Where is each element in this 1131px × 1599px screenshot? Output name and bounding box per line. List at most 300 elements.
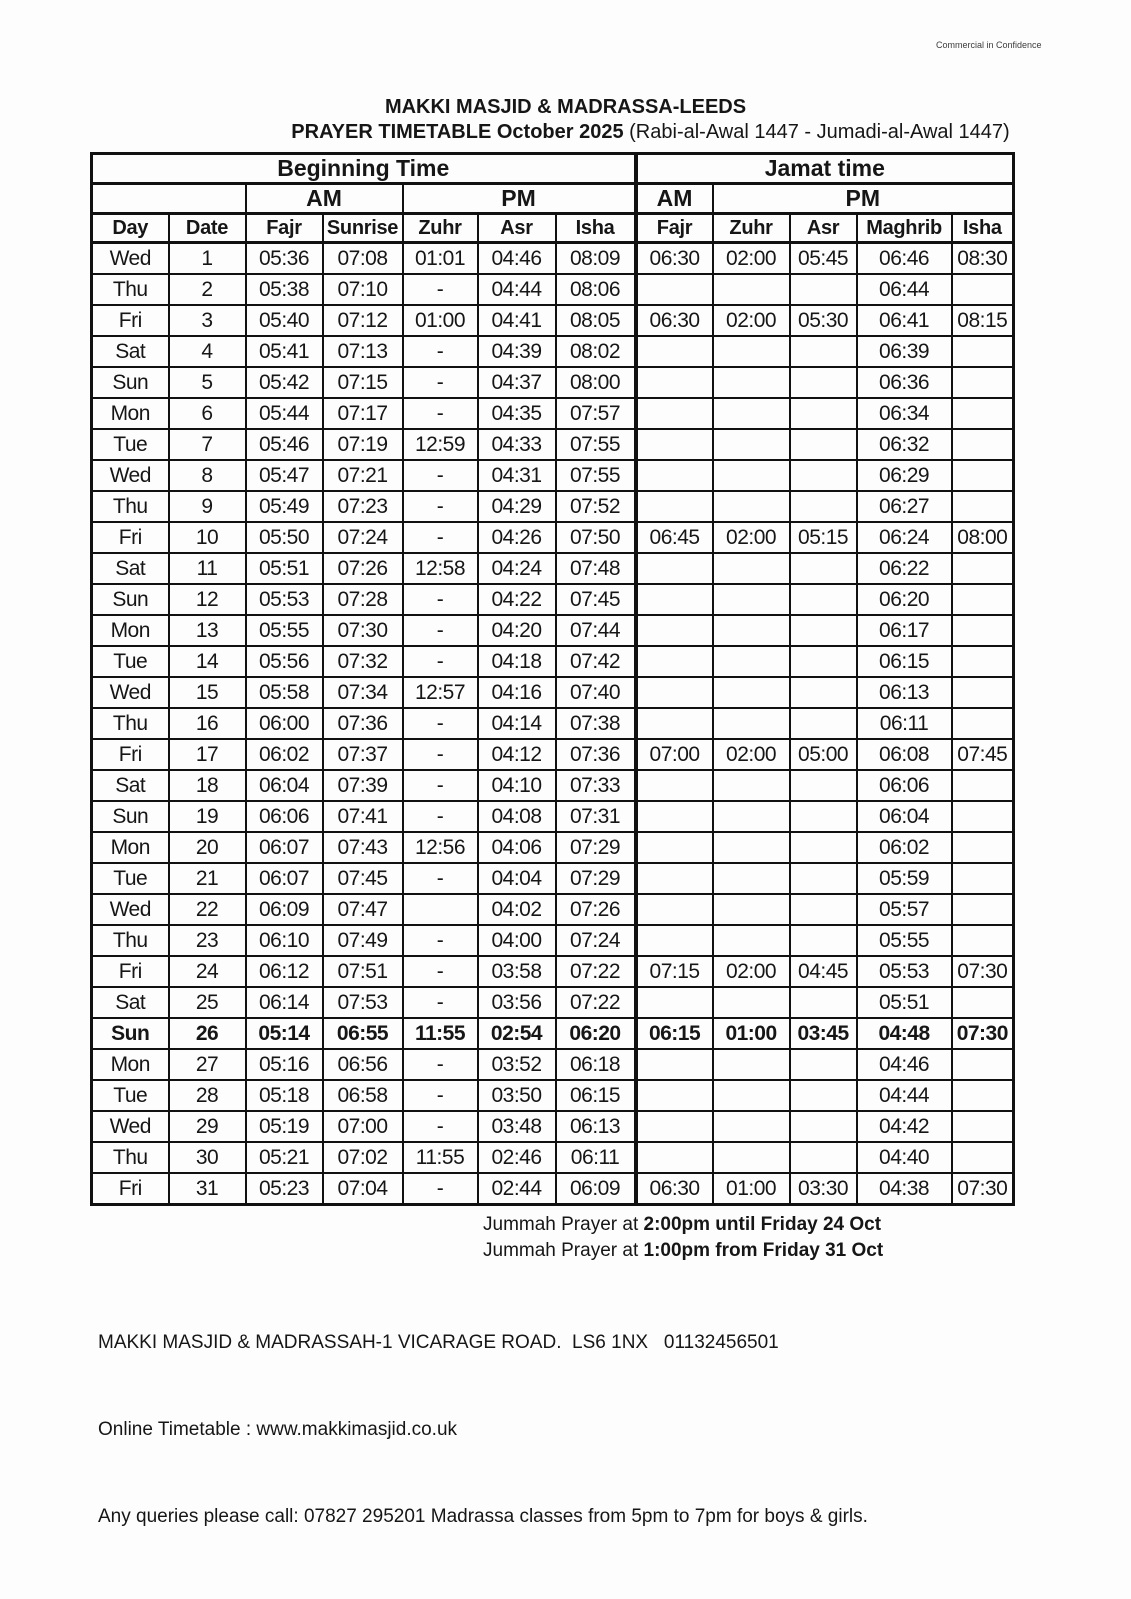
time-cell: 02:00: [713, 739, 790, 770]
day-cell: Wed: [92, 243, 169, 275]
day-cell: Sat: [92, 770, 169, 801]
day-cell: Tue: [92, 1080, 169, 1111]
date-cell: 7: [169, 429, 246, 460]
time-cell: 07:37: [323, 739, 403, 770]
time-cell: 04:46: [857, 1049, 952, 1080]
date-cell: 4: [169, 336, 246, 367]
time-cell: 11:55: [403, 1018, 478, 1049]
column-header-isha-jamat: Isha: [952, 214, 1014, 243]
time-cell: 03:30: [790, 1173, 857, 1205]
time-cell: 05:41: [246, 336, 323, 367]
time-cell: 04:31: [478, 460, 556, 491]
time-cell: 07:36: [323, 708, 403, 739]
time-cell: [636, 460, 713, 491]
period-header-row: [92, 184, 1014, 214]
table-row: [92, 708, 1014, 739]
time-cell: -: [403, 708, 478, 739]
address-line: MAKKI MASJID & MADRASSAH-1 VICARAGE ROAD. LS6 1NX 01132456501: [98, 1332, 779, 1353]
time-cell: [713, 1080, 790, 1111]
time-cell: 04:14: [478, 708, 556, 739]
time-cell: 05:51: [246, 553, 323, 584]
time-cell: 04:16: [478, 677, 556, 708]
time-cell: [790, 615, 857, 646]
time-cell: [952, 553, 1014, 584]
time-cell: 07:24: [323, 522, 403, 553]
time-cell: [952, 429, 1014, 460]
time-cell: [952, 491, 1014, 522]
table-row: [92, 1111, 1014, 1142]
time-cell: [713, 677, 790, 708]
time-cell: -: [403, 336, 478, 367]
time-cell: 07:21: [323, 460, 403, 491]
time-cell: [713, 584, 790, 615]
time-cell: 07:23: [323, 491, 403, 522]
time-cell: [790, 646, 857, 677]
time-cell: [952, 398, 1014, 429]
time-cell: 06:15: [556, 1080, 636, 1111]
time-cell: 02:00: [713, 956, 790, 987]
time-cell: 05:42: [246, 367, 323, 398]
time-cell: 01:00: [403, 305, 478, 336]
time-cell: 07:02: [323, 1142, 403, 1173]
time-cell: [713, 770, 790, 801]
time-cell: 05:36: [246, 243, 323, 275]
date-cell: 10: [169, 522, 246, 553]
period-header-beginning-am: AM: [246, 184, 403, 214]
time-cell: 05:15: [790, 522, 857, 553]
time-cell: [713, 925, 790, 956]
day-cell: Tue: [92, 429, 169, 460]
date-cell: 27: [169, 1049, 246, 1080]
time-cell: -: [403, 1111, 478, 1142]
time-cell: [636, 1111, 713, 1142]
time-cell: 07:26: [556, 894, 636, 925]
time-cell: 06:32: [857, 429, 952, 460]
day-cell: Fri: [92, 739, 169, 770]
date-cell: 6: [169, 398, 246, 429]
time-cell: [636, 274, 713, 305]
time-cell: 05:45: [790, 243, 857, 275]
date-cell: 14: [169, 646, 246, 677]
time-cell: 07:39: [323, 770, 403, 801]
time-cell: 06:30: [636, 305, 713, 336]
time-cell: [636, 832, 713, 863]
time-cell: 06:06: [246, 801, 323, 832]
time-cell: 07:15: [636, 956, 713, 987]
time-cell: [790, 1111, 857, 1142]
date-cell: 26: [169, 1018, 246, 1049]
time-cell: [952, 677, 1014, 708]
time-cell: 06:06: [857, 770, 952, 801]
table-row: [92, 615, 1014, 646]
time-cell: 05:38: [246, 274, 323, 305]
time-cell: 05:16: [246, 1049, 323, 1080]
time-cell: [636, 863, 713, 894]
time-cell: -: [403, 1049, 478, 1080]
time-cell: 07:38: [556, 708, 636, 739]
time-cell: [713, 274, 790, 305]
time-cell: -: [403, 739, 478, 770]
time-cell: 04:02: [478, 894, 556, 925]
time-cell: -: [403, 801, 478, 832]
time-cell: -: [403, 460, 478, 491]
time-cell: [713, 1049, 790, 1080]
queries-line: Any queries please call: 07827 295201 Madrassa classes from 5pm to 7pm for boys & girls.: [98, 1506, 868, 1527]
time-cell: [790, 553, 857, 584]
time-cell: 07:10: [323, 274, 403, 305]
time-cell: 06:56: [323, 1049, 403, 1080]
time-cell: [952, 584, 1014, 615]
time-cell: [790, 987, 857, 1018]
time-cell: [713, 367, 790, 398]
jummah-note-1: [483, 1212, 1131, 1238]
time-cell: 05:30: [790, 305, 857, 336]
time-cell: 07:12: [323, 305, 403, 336]
table-row: [92, 739, 1014, 770]
day-cell: Fri: [92, 1173, 169, 1205]
time-cell: 07:00: [636, 739, 713, 770]
time-cell: 07:52: [556, 491, 636, 522]
table-row: [92, 1173, 1014, 1205]
time-cell: 04:44: [857, 1080, 952, 1111]
day-cell: Wed: [92, 460, 169, 491]
time-cell: 04:06: [478, 832, 556, 863]
time-cell: 04:42: [857, 1111, 952, 1142]
time-cell: 06:41: [857, 305, 952, 336]
time-cell: 07:19: [323, 429, 403, 460]
time-cell: 06:07: [246, 863, 323, 894]
column-header-asr-jamat: Asr: [790, 214, 857, 243]
date-cell: 30: [169, 1142, 246, 1173]
time-cell: [403, 894, 478, 925]
column-header-asr: Asr: [478, 214, 556, 243]
table-row: [92, 770, 1014, 801]
column-header-row: [92, 214, 1014, 243]
day-cell: Sun: [92, 1018, 169, 1049]
table-row: [92, 367, 1014, 398]
time-cell: 08:05: [556, 305, 636, 336]
time-cell: 07:50: [556, 522, 636, 553]
time-cell: 01:00: [713, 1018, 790, 1049]
time-cell: [790, 801, 857, 832]
time-cell: 12:56: [403, 832, 478, 863]
time-cell: [713, 615, 790, 646]
group-header-jamat-time: Jamat time: [636, 154, 1014, 184]
time-cell: [952, 460, 1014, 491]
time-cell: 07:31: [556, 801, 636, 832]
date-cell: 29: [169, 1111, 246, 1142]
prayer-timetable: [90, 152, 1015, 1206]
time-cell: 01:01: [403, 243, 478, 275]
time-cell: 08:00: [556, 367, 636, 398]
time-cell: [713, 801, 790, 832]
time-cell: [790, 429, 857, 460]
time-cell: [952, 615, 1014, 646]
table-row: [92, 553, 1014, 584]
date-cell: 21: [169, 863, 246, 894]
time-cell: [713, 398, 790, 429]
time-cell: 05:58: [246, 677, 323, 708]
time-cell: -: [403, 584, 478, 615]
time-cell: [952, 863, 1014, 894]
date-cell: 28: [169, 1080, 246, 1111]
time-cell: 07:43: [323, 832, 403, 863]
time-cell: 06:10: [246, 925, 323, 956]
time-cell: [790, 336, 857, 367]
period-header-jamat-am: AM: [636, 184, 713, 214]
time-cell: [790, 894, 857, 925]
time-cell: -: [403, 925, 478, 956]
time-cell: 05:55: [246, 615, 323, 646]
time-cell: 03:48: [478, 1111, 556, 1142]
time-cell: 06:30: [636, 243, 713, 275]
time-cell: 04:33: [478, 429, 556, 460]
date-cell: 31: [169, 1173, 246, 1205]
time-cell: 07:42: [556, 646, 636, 677]
time-cell: [713, 1142, 790, 1173]
period-header-empty-cell: [92, 184, 246, 214]
day-cell: Fri: [92, 522, 169, 553]
time-cell: [713, 708, 790, 739]
time-cell: 02:00: [713, 243, 790, 275]
day-cell: Wed: [92, 1111, 169, 1142]
time-cell: 03:58: [478, 956, 556, 987]
time-cell: 03:56: [478, 987, 556, 1018]
table-row: [92, 646, 1014, 677]
time-cell: 05:23: [246, 1173, 323, 1205]
table-row: [92, 460, 1014, 491]
day-cell: Mon: [92, 398, 169, 429]
time-cell: [713, 894, 790, 925]
time-cell: [790, 770, 857, 801]
time-cell: 05:59: [857, 863, 952, 894]
time-cell: [952, 274, 1014, 305]
time-cell: 06:15: [636, 1018, 713, 1049]
time-cell: 06:00: [246, 708, 323, 739]
time-cell: 06:45: [636, 522, 713, 553]
date-cell: 1: [169, 243, 246, 275]
time-cell: -: [403, 1173, 478, 1205]
time-cell: [790, 863, 857, 894]
time-cell: 05:47: [246, 460, 323, 491]
time-cell: 06:04: [857, 801, 952, 832]
time-cell: 06:02: [246, 739, 323, 770]
time-cell: [790, 274, 857, 305]
time-cell: 02:54: [478, 1018, 556, 1049]
table-row: [92, 801, 1014, 832]
time-cell: 07:45: [952, 739, 1014, 770]
time-cell: 04:12: [478, 739, 556, 770]
time-cell: [636, 894, 713, 925]
time-cell: 06:29: [857, 460, 952, 491]
subtitle-normal-text: (Rabi-al-Awal 1447 - Jumadi-al-Awal 1447): [623, 121, 1010, 143]
day-cell: Wed: [92, 677, 169, 708]
time-cell: -: [403, 367, 478, 398]
table-row: [92, 987, 1014, 1018]
time-cell: [952, 1142, 1014, 1173]
time-cell: [636, 987, 713, 1018]
day-cell: Sat: [92, 987, 169, 1018]
time-cell: 07:30: [952, 1018, 1014, 1049]
time-cell: [636, 1049, 713, 1080]
time-cell: 05:00: [790, 739, 857, 770]
time-cell: 06:34: [857, 398, 952, 429]
column-header-zuhr: Zuhr: [403, 214, 478, 243]
time-cell: 06:46: [857, 243, 952, 275]
time-cell: -: [403, 615, 478, 646]
time-cell: 01:00: [713, 1173, 790, 1205]
time-cell: 07:44: [556, 615, 636, 646]
time-cell: [790, 1142, 857, 1173]
time-cell: 12:57: [403, 677, 478, 708]
time-cell: [952, 925, 1014, 956]
period-header-beginning-pm: PM: [403, 184, 636, 214]
table-row: [92, 584, 1014, 615]
day-cell: Sat: [92, 336, 169, 367]
table-row: [92, 305, 1014, 336]
time-cell: 07:36: [556, 739, 636, 770]
time-cell: 04:44: [478, 274, 556, 305]
time-cell: -: [403, 770, 478, 801]
time-cell: [636, 770, 713, 801]
date-cell: 25: [169, 987, 246, 1018]
day-cell: Fri: [92, 305, 169, 336]
time-cell: 07:15: [323, 367, 403, 398]
date-cell: 5: [169, 367, 246, 398]
day-cell: Mon: [92, 832, 169, 863]
time-cell: 07:13: [323, 336, 403, 367]
day-cell: Sun: [92, 801, 169, 832]
time-cell: 12:59: [403, 429, 478, 460]
time-cell: 05:14: [246, 1018, 323, 1049]
time-cell: 06:24: [857, 522, 952, 553]
time-cell: [636, 1080, 713, 1111]
jummah-note-2-prefix: Jummah Prayer at: [483, 1240, 644, 1261]
day-cell: Thu: [92, 708, 169, 739]
time-cell: [636, 584, 713, 615]
table-row: [92, 863, 1014, 894]
time-cell: [636, 491, 713, 522]
time-cell: 07:34: [323, 677, 403, 708]
time-cell: 04:22: [478, 584, 556, 615]
table-row: [92, 398, 1014, 429]
page-title: MAKKI MASJID & MADRASSA-LEEDS: [384, 96, 747, 118]
time-cell: 07:33: [556, 770, 636, 801]
time-cell: 06:36: [857, 367, 952, 398]
time-cell: 06:09: [246, 894, 323, 925]
day-cell: Sun: [92, 584, 169, 615]
time-cell: 06:12: [246, 956, 323, 987]
date-cell: 8: [169, 460, 246, 491]
time-cell: 07:47: [323, 894, 403, 925]
time-cell: 05:21: [246, 1142, 323, 1173]
table-row: [92, 1049, 1014, 1080]
time-cell: [713, 553, 790, 584]
jummah-note-2-bold: 1:00pm from Friday 31 Oct: [643, 1240, 884, 1261]
time-cell: [952, 801, 1014, 832]
time-cell: 03:45: [790, 1018, 857, 1049]
time-cell: [713, 863, 790, 894]
table-row: [92, 243, 1014, 275]
time-cell: -: [403, 522, 478, 553]
time-cell: 06:55: [323, 1018, 403, 1049]
date-cell: 16: [169, 708, 246, 739]
time-cell: 06:02: [857, 832, 952, 863]
time-cell: 07:28: [323, 584, 403, 615]
column-header-sunrise: Sunrise: [323, 214, 403, 243]
time-cell: 08:00: [952, 522, 1014, 553]
jummah-note-1-prefix: Jummah Prayer at: [483, 1214, 644, 1235]
column-header-date: Date: [169, 214, 246, 243]
table-row: [92, 894, 1014, 925]
day-cell: Thu: [92, 491, 169, 522]
table-row: [92, 429, 1014, 460]
table-row: [92, 1018, 1014, 1049]
time-cell: 08:02: [556, 336, 636, 367]
day-cell: Mon: [92, 615, 169, 646]
time-cell: 07:30: [952, 1173, 1014, 1205]
time-cell: 04:20: [478, 615, 556, 646]
time-cell: -: [403, 646, 478, 677]
time-cell: 06:20: [857, 584, 952, 615]
time-cell: 05:57: [857, 894, 952, 925]
time-cell: [790, 491, 857, 522]
jummah-note-2: [483, 1238, 1131, 1264]
time-cell: 11:55: [403, 1142, 478, 1173]
day-cell: Mon: [92, 1049, 169, 1080]
time-cell: 07:32: [323, 646, 403, 677]
day-cell: Sun: [92, 367, 169, 398]
time-cell: 06:30: [636, 1173, 713, 1205]
time-cell: 04:08: [478, 801, 556, 832]
time-cell: 07:17: [323, 398, 403, 429]
time-cell: 03:50: [478, 1080, 556, 1111]
time-cell: [636, 553, 713, 584]
time-cell: [952, 646, 1014, 677]
table-row: [92, 274, 1014, 305]
day-cell: Sat: [92, 553, 169, 584]
time-cell: 06:18: [556, 1049, 636, 1080]
time-cell: [790, 925, 857, 956]
time-cell: 04:48: [857, 1018, 952, 1049]
time-cell: [790, 832, 857, 863]
time-cell: 06:08: [857, 739, 952, 770]
confidentiality-note: Commercial in Confidence: [936, 40, 1042, 50]
time-cell: 07:22: [556, 987, 636, 1018]
time-cell: 07:41: [323, 801, 403, 832]
time-cell: 06:04: [246, 770, 323, 801]
date-cell: 17: [169, 739, 246, 770]
time-cell: 07:29: [556, 863, 636, 894]
time-cell: 04:45: [790, 956, 857, 987]
time-cell: 08:09: [556, 243, 636, 275]
date-cell: 19: [169, 801, 246, 832]
time-cell: 12:58: [403, 553, 478, 584]
table-row: [92, 925, 1014, 956]
time-cell: [952, 708, 1014, 739]
time-cell: [636, 646, 713, 677]
online-timetable-line: Online Timetable : www.makkimasjid.co.uk: [98, 1419, 458, 1440]
table-row: [92, 677, 1014, 708]
date-cell: 13: [169, 615, 246, 646]
table-row: [92, 956, 1014, 987]
time-cell: -: [403, 987, 478, 1018]
subtitle-bold-text: PRAYER TIMETABLE October 2025: [291, 121, 624, 143]
time-cell: [713, 1111, 790, 1142]
time-cell: 06:58: [323, 1080, 403, 1111]
time-cell: 05:55: [857, 925, 952, 956]
column-header-day: Day: [92, 214, 169, 243]
